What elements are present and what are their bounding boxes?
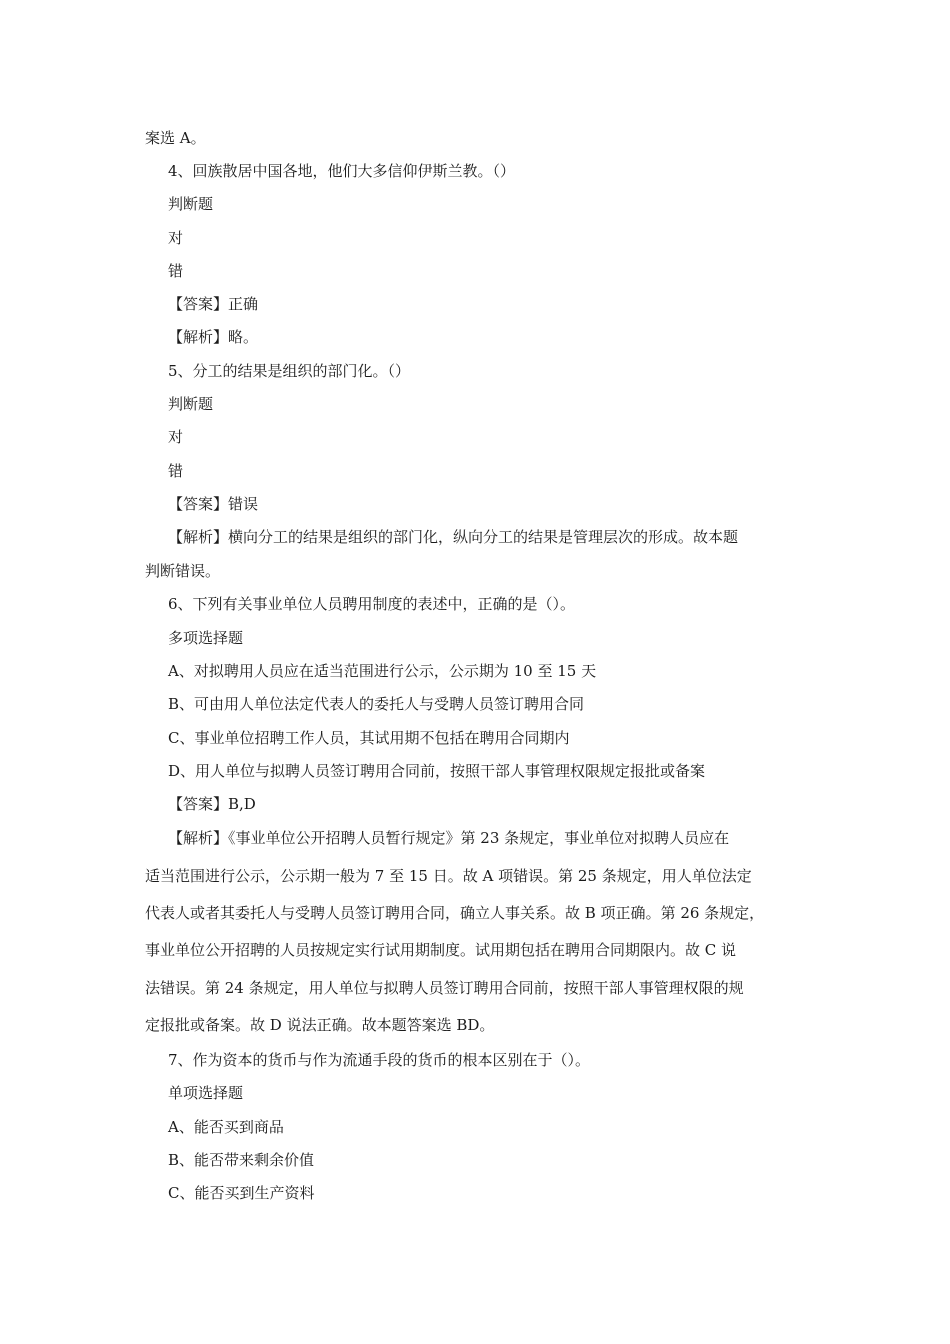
option-b: B、可由用人单位法定代表人的委托人与受聘人员签订聘用合同 <box>168 695 585 713</box>
question-type: 判断题 <box>168 395 214 413</box>
explanation: 【解析】《事业单位公开招聘人员暂行规定》第 23 条规定，事业单位对拟聘人员应在 <box>168 829 730 847</box>
explanation: 【解析】略。 <box>168 328 259 346</box>
question-type: 判断题 <box>168 195 214 213</box>
question-7: 7、作为资本的货币与作为流通手段的货币的根本区别在于（）。 <box>168 1051 591 1069</box>
option-d: D、用人单位与拟聘人员签订聘用合同前，按照干部人事管理权限规定报批或备案 <box>168 762 706 780</box>
option-false: 错 <box>168 462 184 480</box>
explanation-cont: 代表人或者其委托人与受聘人员签订聘用合同，确立人事关系。故 B 项正确。第 26 条规定， <box>145 904 765 922</box>
option-true: 对 <box>168 229 184 247</box>
option-c: C、能否买到生产资料 <box>168 1184 315 1202</box>
explanation-cont: 定报批或备案。故 D 说法正确。故本题答案选 BD。 <box>145 1016 495 1034</box>
question-5: 5、分工的结果是组织的部门化。（） <box>168 362 411 380</box>
option-true: 对 <box>168 428 184 446</box>
explanation-cont: 事业单位公开招聘的人员按规定实行试用期制度。试用期包括在聘用合同期限内。故 C 说 <box>145 941 737 959</box>
question-type: 单项选择题 <box>168 1084 244 1102</box>
option-a: A、能否买到商品 <box>168 1118 284 1136</box>
question-type: 多项选择题 <box>168 629 244 647</box>
answer: 【答案】B,D <box>168 795 256 813</box>
option-a: A、对拟聘用人员应在适当范围进行公示，公示期为 10 至 15 天 <box>168 662 597 680</box>
question-6: 6、下列有关事业单位人员聘用制度的表述中，正确的是（）。 <box>168 595 576 613</box>
explanation-cont: 法错误。第 24 条规定，用人单位与拟聘人员签订聘用合同前，按照干部人事管理权限的规 <box>145 979 744 997</box>
answer: 【答案】错误 <box>168 495 259 513</box>
option-c: C、事业单位招聘工作人员，其试用期不包括在聘用合同期内 <box>168 729 570 747</box>
explanation-cont: 适当范围进行公示，公示期一般为 7 至 15 日。故 A 项错误。第 25 条规定，用人单位法定 <box>145 867 752 885</box>
explanation-cont: 判断错误。 <box>145 562 221 580</box>
option-b: B、能否带来剩余价值 <box>168 1151 315 1169</box>
text-line: 案选 A。 <box>145 129 206 147</box>
explanation: 【解析】横向分工的结果是组织的部门化，纵向分工的结果是管理层次的形成。故本题 <box>168 528 739 546</box>
answer: 【答案】正确 <box>168 295 259 313</box>
question-4: 4、回族散居中国各地，他们大多信仰伊斯兰教。（） <box>168 162 516 180</box>
option-false: 错 <box>168 262 184 280</box>
